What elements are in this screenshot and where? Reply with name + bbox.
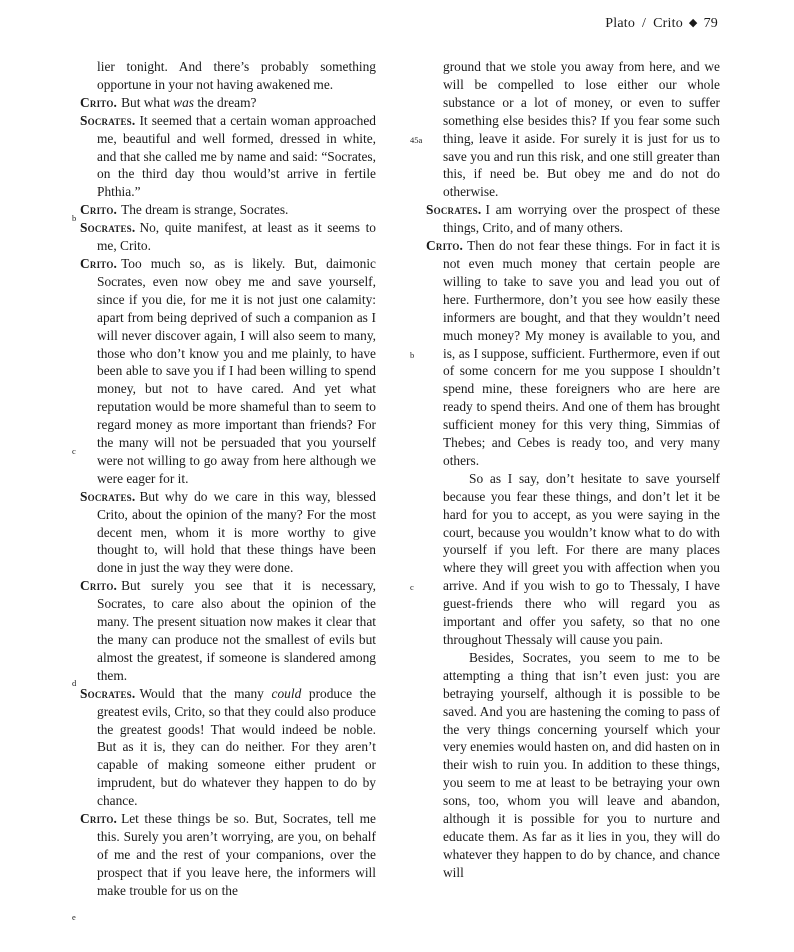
paragraph-text: Let these things be so. But, Socrates, tell me this. Surely you aren’t worrying, are you, on behalf of me and the rest of your companions, over the prospect that if you leave here, the informers will make trouble for us on the <box>97 811 376 898</box>
header-work-title: Crito <box>653 16 683 31</box>
dialogue-paragraph <box>426 201 720 237</box>
paragraph-text: So as I say, don’t hesitate to save yourself because you fear these things, and don’t let it be hard for you to accept, as you were saying in the court, because you wouldn’t know what to do with yourself if you left. For there are many places where they will greet you with affection when you arrive. And if you wish to go to Thessaly, I have guest-friends there who will regard you as important and offer you safety, so that no one throughout Thessaly will cause you pain. <box>443 470 720 647</box>
emphasized-text: was <box>173 94 194 110</box>
speaker-name: Socrates. <box>426 202 482 218</box>
page-number: 79 <box>703 16 718 31</box>
speaker-name: Socrates. <box>80 220 136 236</box>
dialogue-paragraph <box>80 219 376 255</box>
speaker-name: Socrates. <box>80 685 136 701</box>
stephanus-margin-ref: e <box>72 912 76 922</box>
dialogue-paragraph <box>80 810 376 900</box>
speaker-name: Socrates. <box>80 112 136 128</box>
dialogue-paragraph <box>80 488 376 578</box>
paragraph-text: It seemed that a certain woman approached me, beautiful and well formed, dressed in white, and that she called me by name and said: “Socrates, on the third day thou would’st arrive in fertile Phthia.” <box>97 112 376 200</box>
dialogue-paragraph <box>80 577 376 684</box>
paragraph-text: But why do we care in this way, blessed Crito, about the opinion of the many? For the most decent men, whom it is more worthy to give thought to, will hold that these things have been done in just the way they were done. <box>97 488 376 576</box>
dialogue-paragraph <box>80 201 376 219</box>
dialogue-paragraph <box>80 94 376 112</box>
paragraph-text: lier tonight. And there’s probably something opportune in your not having awakened me. <box>97 59 376 92</box>
header-separator: / <box>642 16 647 31</box>
diamond-ornament-icon: ◆ <box>688 17 698 29</box>
left-column <box>72 58 377 922</box>
stephanus-margin-ref: 45a <box>410 135 423 145</box>
paragraph-text: Then do not fear these things. For in fact it is not even much money that certain people are willing to take to save you and lead you out of here. Furthermore, don’t you see how easily these informers are bought, and that they wouldn’t need much money? My money is available to you, and is, as I suppose, sufficient. Furthermore, even if out of some concern for me you suppose I shouldn’t spend mine, these foreigners who are here are ready to spend theirs. And one of them has brought sufficient money for this very thing, Simmias of Thebes; and Cebes is ready too, and very many others. <box>443 238 720 468</box>
paragraph-text: But surely you see that it is necessary, Socrates, to care also about the opinion of the many. The present situation now makes it clear that the many can produce not the smallest of evils but almost the greatest, if someone is slandered among them. <box>97 578 376 683</box>
speaker-name: Crito. <box>80 255 118 271</box>
emphasized-text: could <box>271 685 302 701</box>
running-header <box>605 16 718 32</box>
paragraph-text: Besides, Socrates, you seem to me to be attempting a thing that isn’t even just: you are betraying yourself, although it is possible to be saved. And you are hastening the coming to pass of the very things concerning yourself which your very enemies would hasten on, and did hasten on in their wish to ruin you. In addition to these things, you seem to me at least to be betraying your own sons, too, whom you will leave and abandon, although it is possible for you to nurture and educate them. As far as it lies in you, they will do whatever they happen to do by chance, and chance will <box>443 649 720 880</box>
speaker-name: Crito. <box>80 202 118 218</box>
dialogue-paragraph <box>426 470 720 649</box>
dialogue-paragraph <box>80 255 376 488</box>
speaker-name: Socrates. <box>80 488 136 504</box>
paragraph-text: Too much so, as is likely. But, daimonic Socrates, even now obey me and save yourself, since if you die, for me it is not just one calamity: apart from being deprived of such a companion as I will never discover again, I will also seem to many, those who don’t know you and me plainly, to have been able to save you if I had been willing to spend money, but not to have cared. And yet what reputation would be more shameful than to seem to regard money as more important than friends? For the many will not be persuaded that you yourself were not willing to go away from here although we were eager for it. <box>97 255 376 486</box>
stephanus-margin-ref: d <box>72 678 77 688</box>
dialogue-paragraph <box>80 112 376 202</box>
speaker-name: Crito. <box>80 94 118 110</box>
paragraph-text: the dream? <box>193 94 257 110</box>
speaker-name: Crito. <box>80 811 118 827</box>
dialogue-paragraph <box>426 58 720 201</box>
paragraph-text: But what <box>121 94 174 110</box>
paragraph-text: produce the greatest evils, Crito, so that they could also produce the greatest goods! That would indeed be noble. But as it is, they can do neither. For they aren’t capable of making someone either prudent or imprudent, but do whatever they happen to do by chance. <box>97 685 377 809</box>
paragraph-text: Would that the many <box>139 685 272 701</box>
speaker-name: Crito. <box>80 578 118 594</box>
right-column <box>410 58 720 882</box>
paragraph-text: No, quite manifest, at least as it seems to me, Crito. <box>97 220 376 254</box>
speaker-name: Crito. <box>426 238 464 254</box>
dialogue-paragraph <box>80 58 376 94</box>
dialogue-paragraph <box>426 237 720 470</box>
paragraph-text: ground that we stole you away from here, and we will be compelled to lose either our whole substance or a lot of money, or even to suffer something else besides this? If you fear some such thing, leave it aside. For surely it is just for us to save you and run this risk, and one still greater than this, if need be. But obey me and do not do otherwise. <box>443 59 720 200</box>
header-author: Plato <box>605 16 636 31</box>
stephanus-margin-ref: c <box>410 582 414 592</box>
paragraph-text: I am worrying over the prospect of these things, Crito, and of many others. <box>443 202 720 236</box>
stephanus-margin-ref: b <box>72 213 77 223</box>
paragraph-text: The dream is strange, Socrates. <box>121 202 289 218</box>
dialogue-paragraph <box>80 685 376 810</box>
stephanus-margin-ref: b <box>410 350 415 360</box>
dialogue-paragraph <box>426 649 720 882</box>
stephanus-margin-ref: c <box>72 446 76 456</box>
